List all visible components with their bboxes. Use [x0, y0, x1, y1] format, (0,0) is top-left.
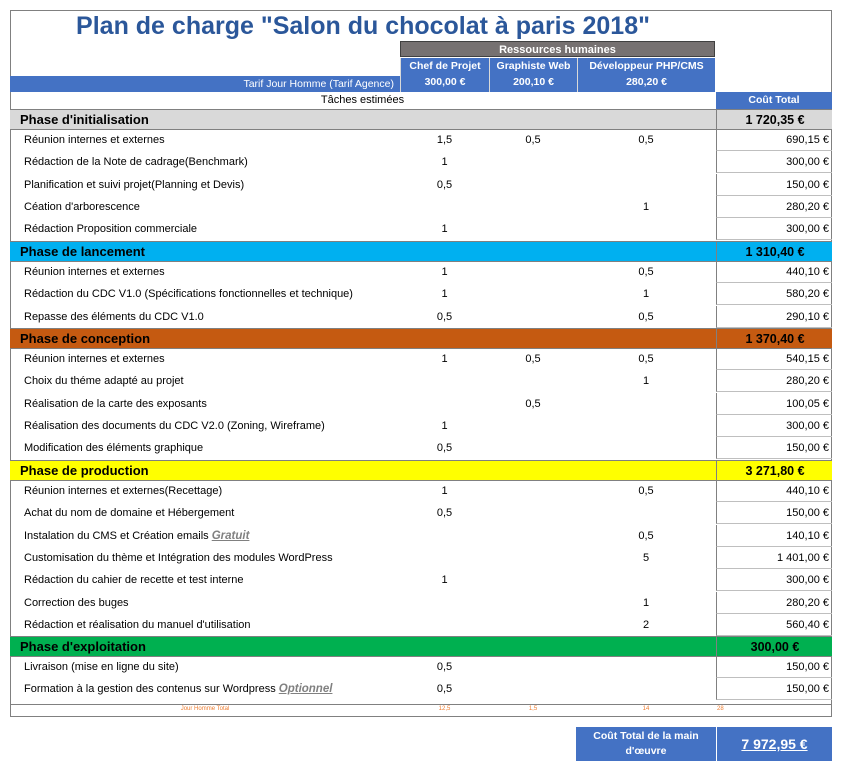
table-row — [10, 348, 832, 370]
task-cost: 280,20 € — [716, 196, 832, 218]
task-label-text: Rédaction Proposition commerciale — [24, 223, 198, 236]
taches-header: Tâches estimées — [320, 94, 405, 106]
table-row — [10, 525, 832, 547]
footer-label: Jour Homme Total — [180, 706, 230, 712]
footer-gw: 1,5 — [528, 706, 538, 712]
phase-total: 1 720,35 € — [716, 110, 833, 129]
task-label-text: Achat du nom de domaine et Hébergement — [24, 507, 235, 520]
task-label — [24, 196, 140, 218]
task-cost: 580,20 € — [716, 283, 832, 305]
task-tag: Optionnel — [278, 683, 333, 696]
task-days-dev: 5 — [642, 551, 650, 564]
task-days-dev: 0,5 — [638, 529, 654, 542]
phase-row — [10, 328, 832, 349]
phase-total: 1 370,40 € — [716, 329, 833, 348]
task-days-dev: 0,5 — [638, 266, 654, 278]
task-label-text: Planification et suivi projet(Planning et Devis) — [24, 178, 245, 191]
task-label-text: Instalation du CMS et Création emails — [24, 529, 209, 542]
task-label — [24, 174, 244, 196]
task-days-dev: 2 — [642, 618, 650, 631]
table-row — [10, 678, 832, 700]
phase-row — [10, 636, 832, 657]
table-row — [10, 196, 832, 218]
task-days-cp: 0,5 — [436, 310, 453, 323]
footer-row — [10, 704, 832, 715]
task-label-text: Correction des buges — [24, 596, 129, 609]
task-label — [24, 218, 197, 240]
task-label — [24, 393, 207, 415]
resource-rate: 200,10 € — [513, 76, 554, 88]
resource-col-chef-projet — [400, 58, 489, 92]
task-label-text: Réalisation des documents du CDC V2.0 (Zoning, Wireframe) — [24, 419, 325, 432]
table-row — [10, 614, 832, 636]
task-label — [24, 678, 332, 700]
task-days-dev: 1 — [642, 288, 650, 301]
task-label-text: Livraison (mise en ligne du site) — [24, 661, 179, 673]
task-days-gw: 0,5 — [525, 353, 541, 365]
table-row — [10, 592, 832, 614]
task-days-cp: 1 — [441, 288, 448, 301]
tarif-label: Tarif Jour Homme (Tarif Agence) — [10, 76, 400, 92]
phase-row — [10, 241, 832, 262]
task-days-dev: 0,5 — [638, 310, 654, 323]
table-row — [10, 393, 832, 415]
task-cost: 290,10 € — [716, 306, 832, 328]
task-cost: 150,00 € — [716, 678, 832, 700]
table-row — [10, 306, 832, 328]
task-label-text: Rédaction et réalisation du manuel d'utilisation — [24, 618, 251, 631]
task-days-dev: 0,5 — [638, 485, 654, 497]
task-cost: 540,15 € — [716, 348, 832, 370]
task-days-cp: 1 — [441, 266, 448, 278]
task-cost: 440,10 € — [716, 480, 832, 502]
table-row — [10, 370, 832, 392]
phase-name: Phase d'exploitation — [20, 639, 146, 654]
task-label-text: Rédaction du CDC V1.0 (Spécifications fonctionnelles et technique) — [24, 288, 353, 301]
task-label-text: Rédaction du cahier de recette et test interne — [24, 574, 244, 587]
task-label-text: Formation à la gestion des contenus sur Wordpress — [24, 683, 276, 696]
task-label — [24, 525, 249, 547]
task-cost: 280,20 € — [716, 370, 832, 392]
task-label-text: Réalisation de la carte des exposants — [24, 397, 207, 410]
table-row — [10, 656, 832, 678]
summary-label: Coût Total de la main d'œuvre — [576, 727, 716, 761]
resource-rate: 300,00 € — [424, 76, 466, 88]
phase-name: Phase de conception — [20, 331, 151, 346]
task-cost: 1 401,00 € — [716, 547, 832, 569]
phase-total: 300,00 € — [716, 637, 833, 656]
summary-total: 7 972,95 € — [717, 727, 832, 761]
footer-total: 28 — [717, 706, 724, 712]
phase-total: 1 310,40 € — [716, 242, 833, 261]
task-days-dev: 1 — [642, 596, 650, 609]
task-label — [24, 306, 204, 328]
task-label-text: Customisation du thème et Intégration des modules WordPress — [24, 551, 333, 564]
task-days-cp: 0,5 — [436, 661, 453, 673]
table-row — [10, 480, 832, 502]
task-days-cp: 1 — [441, 485, 448, 497]
resources-header: Ressources humaines — [400, 41, 715, 57]
task-label-text: Modification des éléments graphique — [24, 442, 204, 455]
task-cost: 280,20 € — [716, 592, 832, 614]
task-label — [24, 656, 179, 678]
table-row — [10, 569, 832, 591]
task-days-cp: 1 — [441, 574, 448, 587]
task-label — [24, 614, 251, 636]
task-cost: 150,00 € — [716, 437, 832, 459]
table-row — [10, 174, 832, 196]
task-label — [24, 437, 203, 459]
task-cost: 690,15 € — [716, 129, 832, 151]
task-label — [24, 569, 244, 591]
task-label-text: Repasse des éléments du CDC V1.0 — [24, 310, 204, 323]
task-days-cp: 1,5 — [436, 134, 453, 146]
phase-total: 3 271,80 € — [716, 461, 833, 480]
resource-col-developpeur — [577, 58, 715, 92]
task-label — [24, 261, 165, 283]
task-cost: 150,00 € — [716, 656, 832, 678]
task-label — [24, 480, 222, 502]
table-row — [10, 283, 832, 305]
task-days-cp: 1 — [441, 419, 448, 432]
task-cost: 150,00 € — [716, 502, 832, 524]
task-label — [24, 547, 333, 569]
task-label-text: Réunion internes et externes — [24, 266, 165, 278]
table-row — [10, 437, 832, 459]
resource-rate: 280,20 € — [626, 76, 667, 88]
task-label-text: Céation d'arborescence — [24, 200, 140, 213]
cout-total-header: Coût Total — [716, 92, 832, 109]
task-cost: 100,05 € — [716, 393, 832, 415]
task-days-cp: 0,5 — [436, 442, 453, 455]
page-title: Plan de charge "Salon du chocolat à paris 2018" — [76, 12, 650, 40]
task-label — [24, 129, 165, 151]
phase-row — [10, 109, 832, 130]
task-days-dev: 1 — [642, 375, 650, 388]
task-days-cp: 1 — [441, 353, 448, 365]
task-label — [24, 283, 353, 305]
task-label-text: Réunion internes et externes(Recettage) — [24, 485, 223, 497]
task-label-text: Réunion internes et externes — [24, 353, 165, 365]
phase-name: Phase de lancement — [20, 244, 145, 259]
table-row — [10, 502, 832, 524]
task-cost: 300,00 € — [716, 569, 832, 591]
task-label — [24, 370, 184, 392]
table-row — [10, 129, 832, 151]
task-label — [24, 415, 325, 437]
task-label — [24, 348, 165, 370]
task-days-cp: 0,5 — [436, 507, 453, 520]
task-label — [24, 151, 248, 173]
table-row — [10, 218, 832, 240]
task-cost: 300,00 € — [716, 415, 832, 437]
task-days-dev: 1 — [642, 200, 650, 213]
task-days-gw: 0,5 — [525, 397, 541, 410]
task-cost: 140,10 € — [716, 525, 832, 547]
phase-row — [10, 460, 832, 481]
task-days-gw: 0,5 — [525, 134, 541, 146]
phase-name: Phase de production — [20, 463, 149, 478]
task-cost: 560,40 € — [716, 614, 832, 636]
resource-name: Chef de Projet — [409, 60, 481, 72]
footer-dev: 14 — [642, 706, 650, 712]
footer-cp: 12,5 — [438, 706, 451, 712]
phase-name: Phase d'initialisation — [20, 112, 149, 127]
task-tag: Gratuit — [211, 529, 250, 542]
task-days-cp: 1 — [441, 156, 448, 169]
task-days-cp: 0,5 — [436, 178, 453, 191]
table-row — [10, 261, 832, 283]
task-days-cp: 0,5 — [436, 683, 453, 696]
task-label-text: Rédaction de la Note de cadrage(Benchmark) — [24, 156, 248, 169]
task-days-dev: 0,5 — [638, 134, 654, 146]
table-row — [10, 151, 832, 173]
task-cost: 300,00 € — [716, 218, 832, 240]
task-label — [24, 502, 234, 524]
task-cost: 300,00 € — [716, 151, 832, 173]
resource-col-graphiste — [489, 58, 577, 92]
task-days-cp: 1 — [441, 223, 448, 236]
task-label-text: Réunion internes et externes — [24, 134, 165, 146]
table-row — [10, 415, 832, 437]
task-label-text: Choix du théme adapté au projet — [24, 375, 184, 388]
task-label — [24, 592, 129, 614]
task-cost: 150,00 € — [716, 174, 832, 196]
resource-name: Développeur PHP/CMS — [589, 60, 704, 72]
resource-name: Graphiste Web — [496, 60, 571, 72]
task-days-dev: 0,5 — [638, 353, 654, 365]
table-row — [10, 547, 832, 569]
task-cost: 440,10 € — [716, 261, 832, 283]
